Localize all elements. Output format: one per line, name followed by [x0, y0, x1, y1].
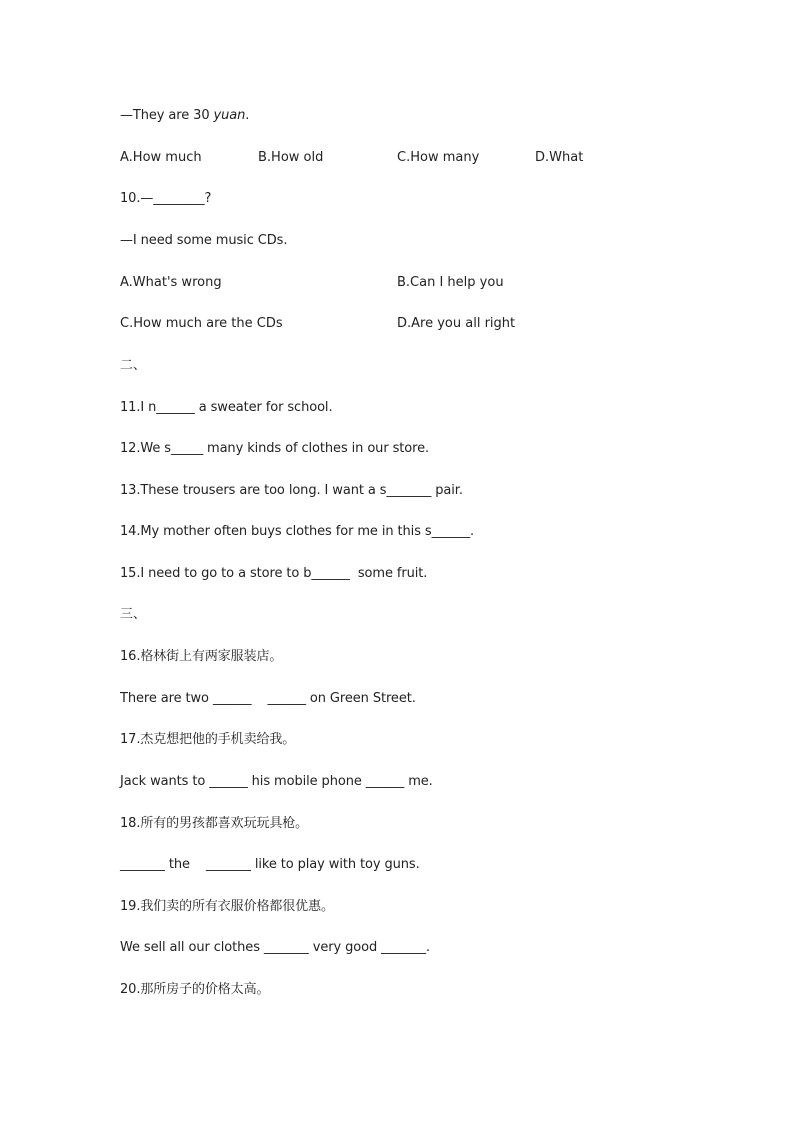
- q9-option-c[interactable]: C.How many: [397, 150, 480, 165]
- q17-english: Jack wants to ______ his mobile phone ______ me.: [120, 774, 433, 789]
- q20-chinese: 20.那所房子的价格太高。: [120, 982, 270, 997]
- section3-heading: 三、: [120, 607, 146, 622]
- q16-english: There are two ______ ______ on Green Street.: [120, 691, 416, 706]
- q13-text: 13.These trousers are too long. I want a s_______ pair.: [120, 483, 463, 498]
- q9-option-b[interactable]: B.How old: [258, 150, 324, 165]
- q9-answer-text: —They are 30: [120, 108, 214, 123]
- q19-chinese: 19.我们卖的所有衣服价格都很优惠。: [120, 899, 334, 914]
- q10-option-b[interactable]: B.Can I help you: [397, 275, 504, 290]
- q16-chinese: 16.格林街上有两家服装店。: [120, 649, 283, 664]
- q18-english: _______ the _______ like to play with toy guns.: [120, 857, 420, 872]
- q10-option-c[interactable]: C.How much are the CDs: [120, 316, 283, 331]
- q19-english: We sell all our clothes _______ very good _______.: [120, 940, 430, 955]
- q10-answer: —I need some music CDs.: [120, 233, 288, 248]
- q9-answer-suffix: .: [245, 108, 250, 123]
- q9-option-a[interactable]: A.How much: [120, 150, 202, 165]
- q10-option-a[interactable]: A.What's wrong: [120, 275, 222, 290]
- q11-text: 11.I n______ a sweater for school.: [120, 400, 333, 415]
- q9-answer: [120, 107, 249, 125]
- q10-option-d[interactable]: D.Are you all right: [397, 316, 516, 331]
- section2-heading: 二、: [120, 358, 146, 373]
- q10-question: 10.—________?: [120, 191, 212, 206]
- q12-text: 12.We s_____ many kinds of clothes in our store.: [120, 441, 430, 456]
- q17-chinese: 17.杰克想把他的手机卖给我。: [120, 732, 296, 747]
- q9-option-d[interactable]: D.What: [535, 150, 584, 165]
- q14-text: 14.My mother often buys clothes for me in this s______.: [120, 524, 474, 539]
- q18-chinese: 18.所有的男孩都喜欢玩玩具枪。: [120, 816, 309, 831]
- q15-text: 15.I need to go to a store to b______ some fruit.: [120, 566, 428, 581]
- q9-answer-italic: yuan: [213, 108, 246, 123]
